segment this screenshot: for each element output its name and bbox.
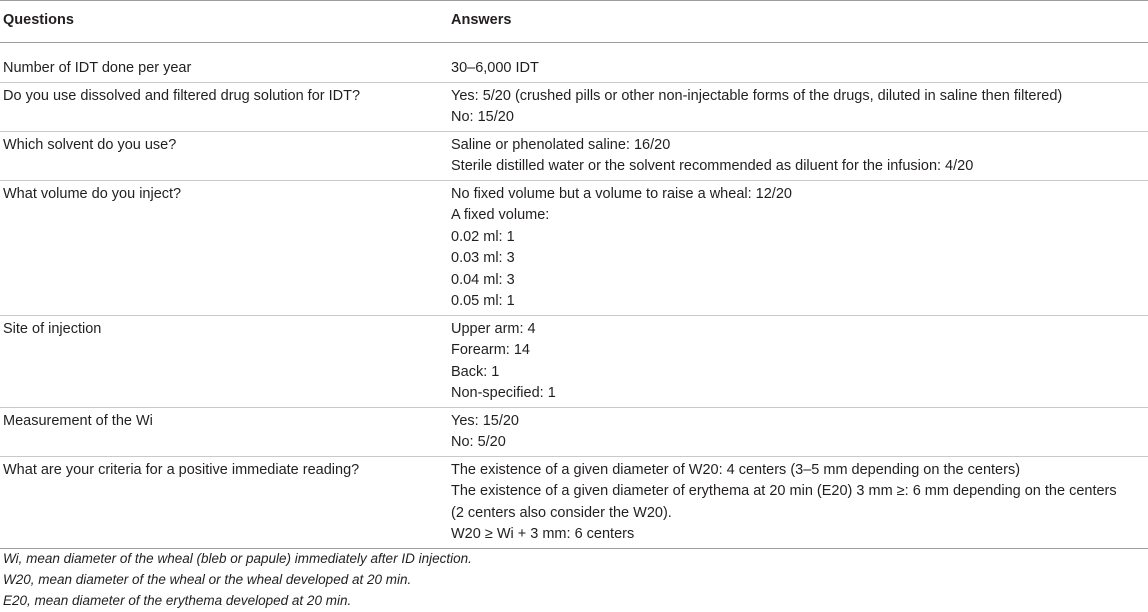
answer-line: Forearm: 14 [451, 342, 530, 358]
table-footnotes [3, 548, 472, 611]
answer-line: Upper arm: 4 [451, 320, 536, 337]
table-row [0, 180, 1148, 315]
footnote: W20, mean diameter of the wheal or the wheal developed at 20 min. [3, 572, 412, 587]
question-cell: What are your criteria for a positive immediate reading? [3, 461, 360, 478]
answer-line: Yes: 15/20 [451, 412, 519, 429]
question-cell: Measurement of the Wi [3, 412, 153, 429]
answer-line: (2 centers also consider the W20). [451, 504, 672, 521]
answer-line: The existence of a given diameter of W20: 4 centers (3–5 mm depending on the centers) [451, 461, 1021, 478]
answer-line: Non-specified: 1 [451, 385, 556, 401]
table-row [0, 456, 1148, 548]
footnote: Wi, mean diameter of the wheal (bleb or papule) immediately after ID injection. [3, 551, 472, 566]
answer-line: 0.05 ml: 1 [451, 293, 515, 309]
table-row [0, 315, 1148, 407]
answer-line: Back: 1 [451, 363, 500, 380]
answer-line: Yes: 5/20 (crushed pills or other non-injectable forms of the drugs, diluted in saline then filtered) [451, 87, 1063, 104]
answer-line: No: 5/20 [451, 434, 506, 450]
answer-line: Saline or phenolated saline: 16/20 [451, 136, 671, 153]
footnote: E20, mean diameter of the erythema developed at 20 min. [3, 593, 352, 608]
answer-line: The existence of a given diameter of erythema at 20 min (E20) 3 mm ≥: 6 mm depending on the centers [451, 483, 1117, 499]
answer-line: 0.03 ml: 3 [451, 250, 515, 266]
answer-line: Sterile distilled water or the solvent recommended as diluent for the infusion: 4/20 [451, 158, 974, 174]
table-row [0, 43, 1148, 83]
question-cell: What volume do you inject? [3, 185, 182, 202]
table-row [0, 407, 1148, 456]
answers-header: Answers [451, 12, 512, 28]
answer-line: No: 15/20 [451, 109, 514, 125]
answer-line: No fixed volume but a volume to raise a wheal: 12/20 [451, 185, 792, 202]
answer-line: 30–6,000 IDT [451, 60, 539, 76]
question-cell: Do you use dissolved and filtered drug solution for IDT? [3, 87, 361, 104]
questions-header: Questions [3, 12, 74, 28]
answer-line: A fixed volume: [451, 207, 550, 223]
question-cell: Site of injection [3, 320, 102, 337]
answer-line: 0.04 ml: 3 [451, 271, 515, 288]
answer-line: W20 ≥ Wi + 3 mm: 6 centers [451, 526, 635, 542]
question-cell: Number of IDT done per year [3, 60, 192, 76]
table-row [0, 131, 1148, 180]
answer-line: 0.02 ml: 1 [451, 228, 515, 245]
question-cell: Which solvent do you use? [3, 136, 177, 153]
table-header-row [0, 1, 1148, 43]
table-row [0, 82, 1148, 131]
